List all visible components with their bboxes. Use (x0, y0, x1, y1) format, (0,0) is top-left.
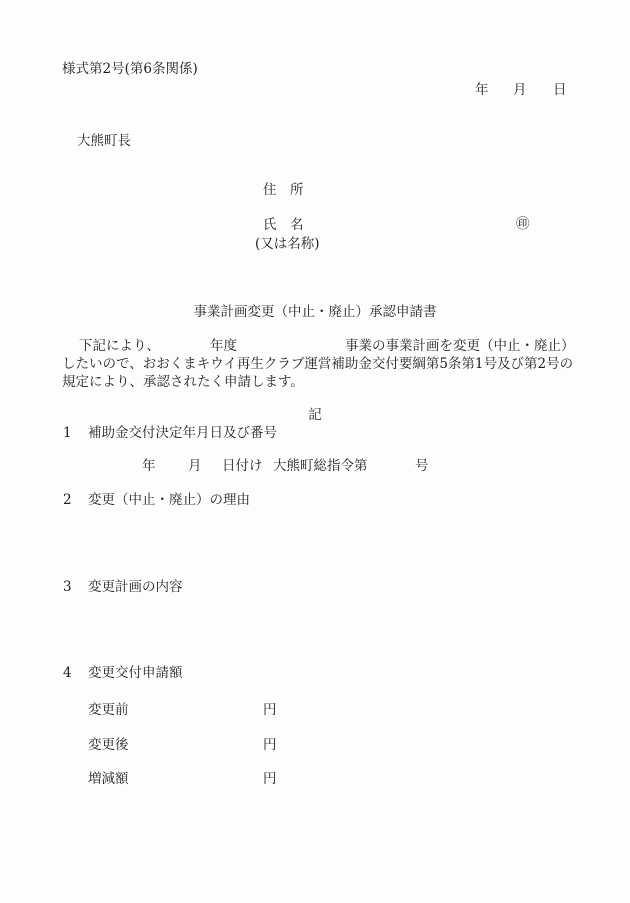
addressee: 大熊町長 (77, 133, 131, 149)
date-day-label: 日 (553, 82, 567, 98)
item-4-row-diff-label: 増減額 (88, 771, 129, 787)
item-2-number: 2 (63, 492, 72, 508)
body-line1-seg1: 下記により、 (79, 338, 160, 354)
body-line3: 規定により、承認されたく申請します。 (62, 374, 304, 390)
applicant-name-label: 氏 名 (263, 217, 304, 233)
item-1-year-label: 年 (142, 458, 156, 474)
item-4-row-after-unit: 円 (263, 737, 277, 753)
item-1-number: 1 (63, 425, 72, 441)
item-1-directive-label: 大熊町総指令第 (273, 458, 368, 474)
item-4-row-after-label: 変更後 (88, 737, 129, 753)
date-month-label: 月 (513, 82, 527, 98)
body-line1-seg3: 事業の事業計画を変更（中止・廃止） (345, 338, 575, 354)
ki-heading: 記 (308, 407, 322, 423)
item-2-label: 変更（中止・廃止）の理由 (88, 492, 250, 508)
item-4-row-before-label: 変更前 (88, 702, 129, 718)
date-year-label: 年 (475, 82, 489, 98)
seal-mark: ㊞ (516, 216, 530, 232)
item-4-row-before-unit: 円 (263, 702, 277, 718)
item-1-day-label: 日付け (222, 458, 263, 474)
item-1-label: 補助金交付決定年月日及び番号 (88, 425, 277, 441)
item-1-number-unit-label: 号 (415, 458, 429, 474)
item-1-month-label: 月 (188, 458, 202, 474)
applicant-address-label: 住 所 (263, 182, 304, 198)
body-line2: したいので、おおくまキウイ再生クラブ運営補助金交付要綱第5条第1号及び第2号の (62, 356, 574, 372)
item-3-number: 3 (63, 579, 72, 595)
applicant-name-note: (又は名称) (255, 236, 320, 252)
item-4-number: 4 (63, 665, 72, 681)
item-4-row-diff-unit: 円 (263, 771, 277, 787)
form-number: 様式第2号(第6条関係) (62, 61, 198, 77)
item-4-label: 変更交付申請額 (88, 665, 183, 681)
item-3-label: 変更計画の内容 (88, 579, 183, 595)
body-line1-fiscal-year-label: 年度 (210, 338, 237, 354)
document-title: 事業計画変更（中止・廃止）承認申請書 (193, 304, 437, 320)
